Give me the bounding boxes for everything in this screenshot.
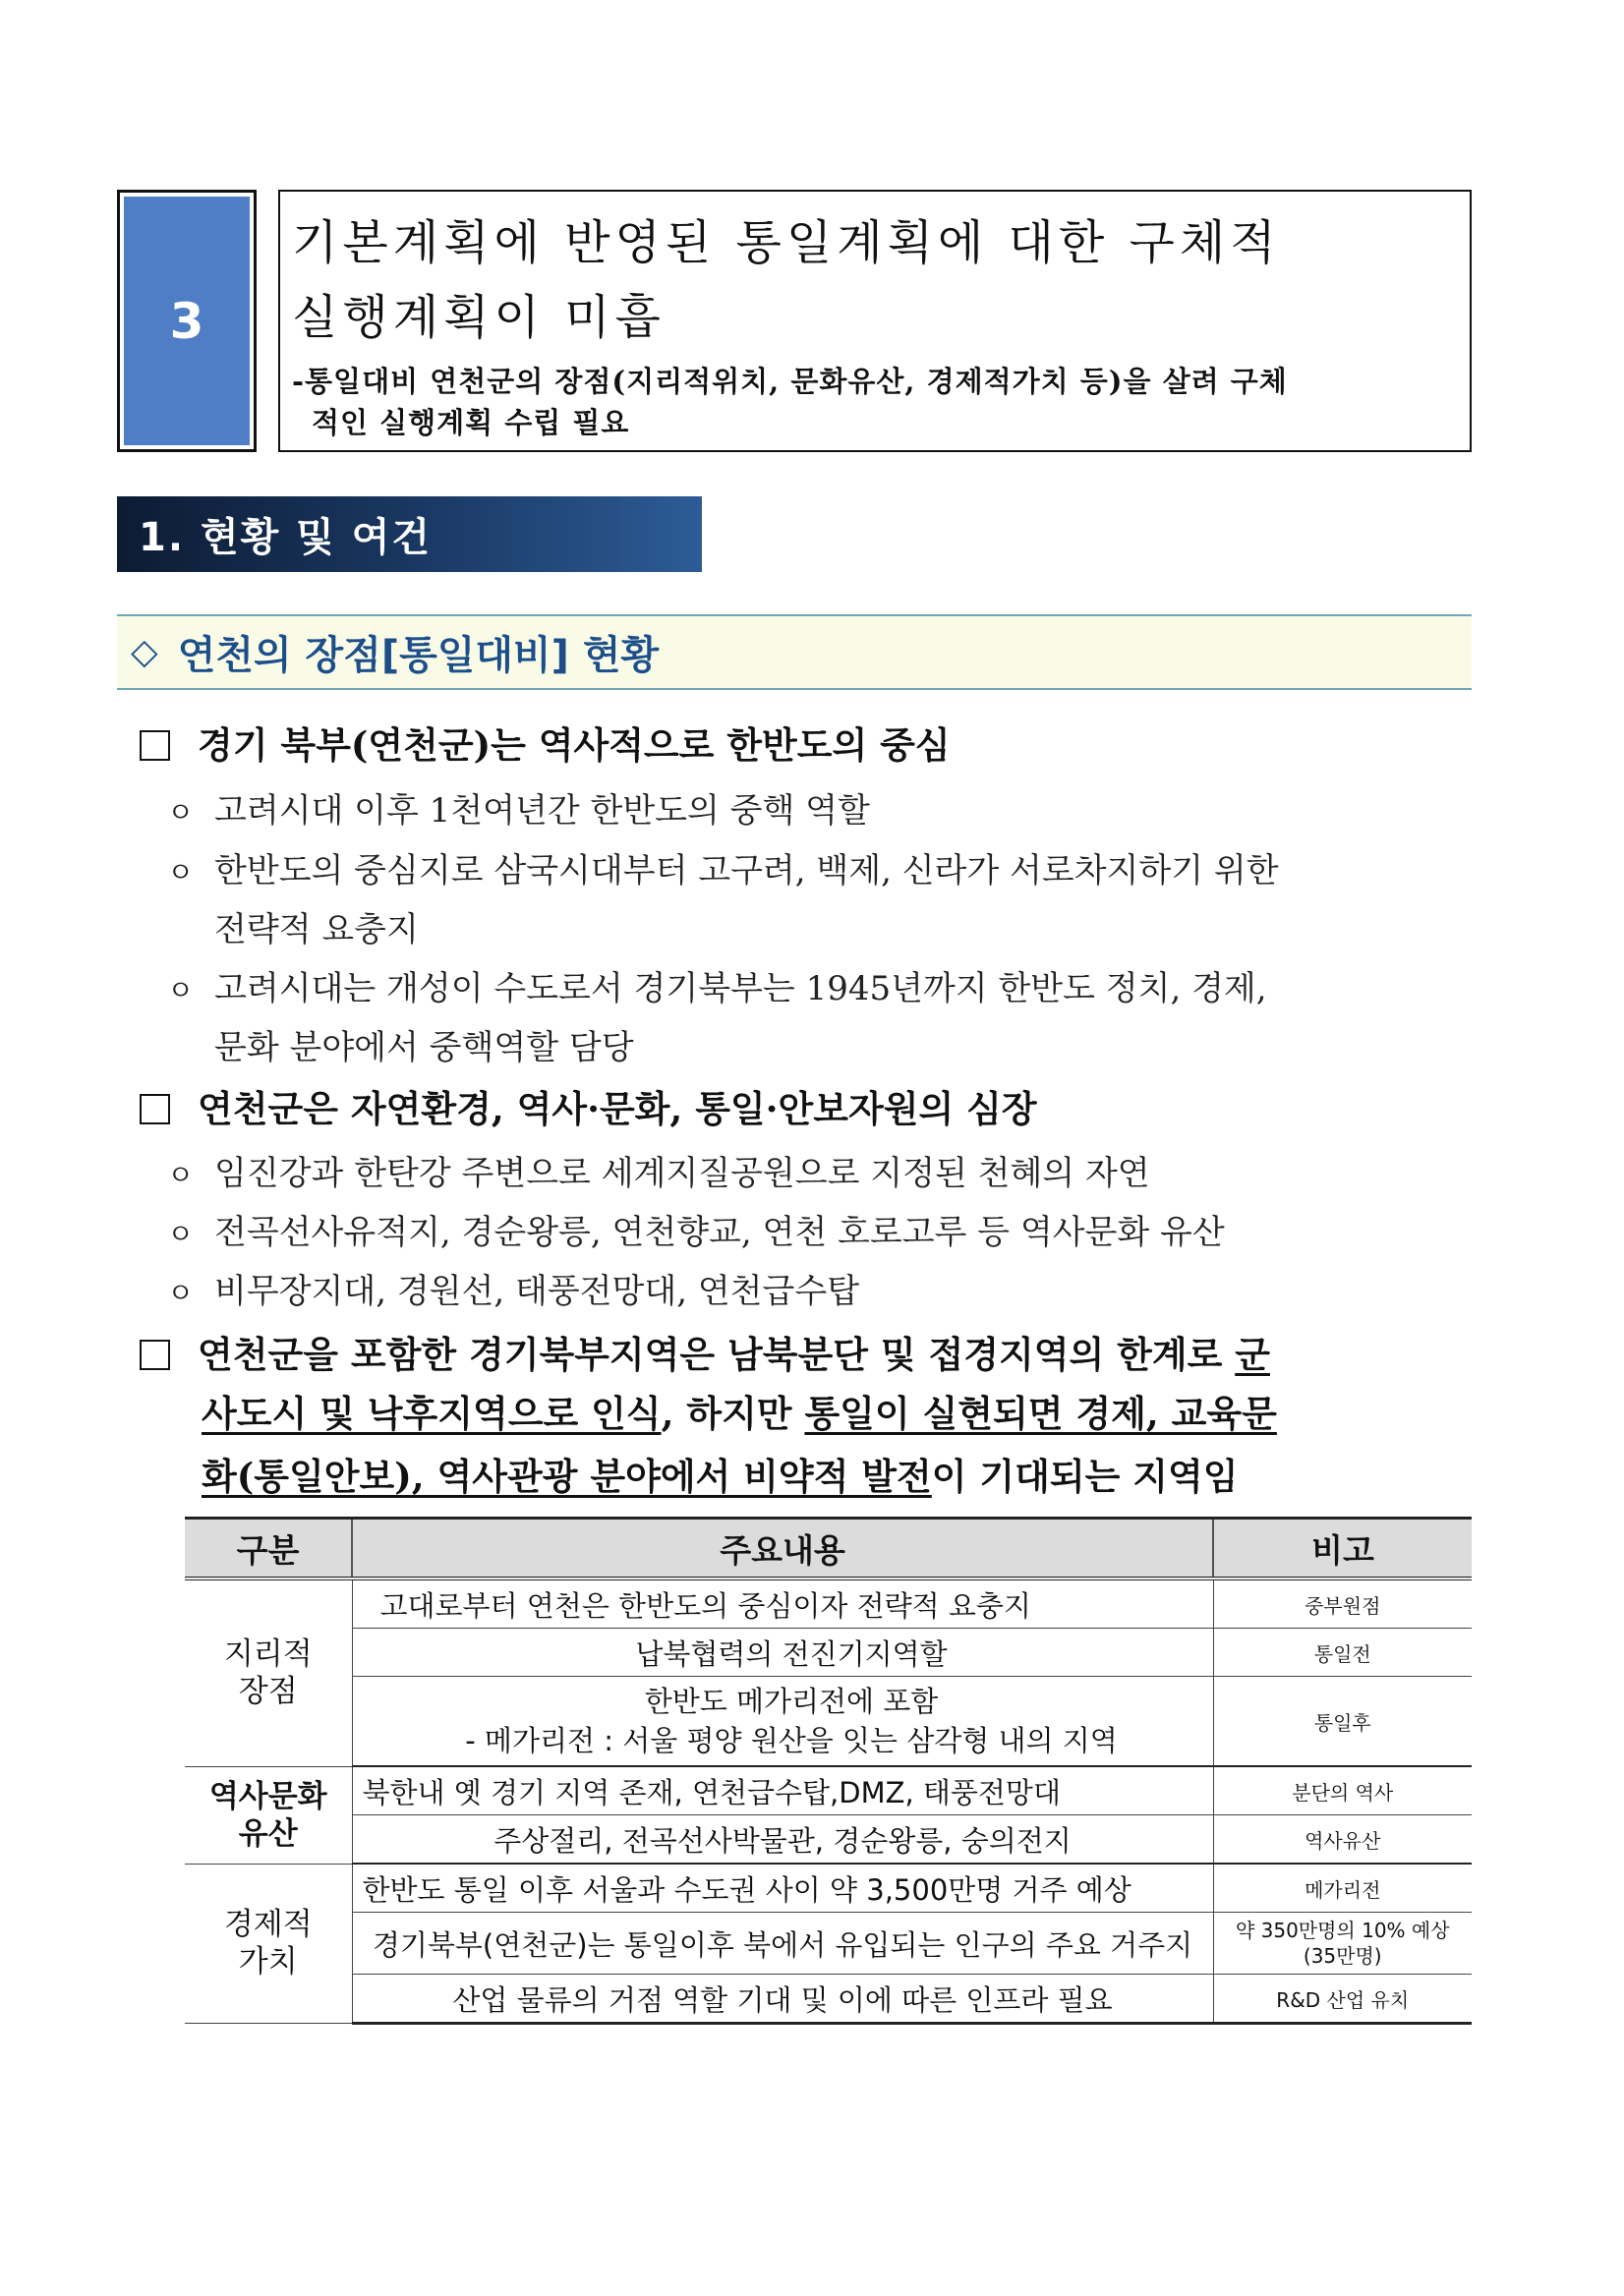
section-number-box bbox=[117, 190, 257, 452]
section-banner: 1. 현황 및 여건 bbox=[117, 496, 702, 572]
table-category-geo: 지리적 장점 bbox=[185, 1578, 352, 1766]
table-cell-note: R&D 산업 유치 bbox=[1213, 1975, 1472, 2024]
block3-line1-text: 연천군을 포함한 경기북부지역은 남북분단 및 접경지역의 한계로 bbox=[198, 1333, 1236, 1376]
table-cell-content: 경기북부(연천군)는 통일이후 북에서 유입되는 인구의 주요 거주지 bbox=[352, 1913, 1213, 1975]
table-row bbox=[185, 1629, 1472, 1677]
advantages-table bbox=[185, 1517, 1472, 2025]
table-header-note: 비고 bbox=[1213, 1519, 1472, 1579]
table-cell-note: 통일후 bbox=[1213, 1677, 1472, 1767]
table-cell-content: 북한내 옛 경기 지역 존재, 연천급수탑,DMZ, 태풍전망대 bbox=[352, 1766, 1213, 1815]
table-cell-content-line-2: - 메가리전 : 서울 평양 원산을 잇는 삼각형 내의 지역 bbox=[465, 1724, 1118, 1757]
bullet-text: 고려시대 이후 1천여년간 한반도의 중핵 역할 bbox=[214, 791, 870, 831]
section-number: 3 bbox=[124, 197, 250, 445]
table-cell-note: 중부원점 bbox=[1213, 1578, 1472, 1629]
block1-bullet-1 bbox=[167, 783, 870, 832]
block1-bullet-3-cont: 문화 분야에서 중핵역할 담당 bbox=[214, 1028, 634, 1067]
checkbox-square-icon bbox=[140, 1340, 170, 1370]
table-cell-content: 주상절리, 전곡선사박물관, 경순왕릉, 숭의전지 bbox=[352, 1815, 1213, 1865]
title-line-2: 실행계획이 미흡 bbox=[292, 290, 666, 345]
block3-line2-text: , 하지만 bbox=[661, 1392, 805, 1435]
bullet-icon: ㅇ bbox=[167, 1218, 195, 1250]
table-cell-content: 한반도 통일 이후 서울과 수도권 사이 약 3,500만명 거주 예상 bbox=[352, 1864, 1213, 1913]
block1-heading bbox=[140, 716, 951, 769]
block2-heading bbox=[140, 1079, 1037, 1132]
table-header-content: 주요내용 bbox=[352, 1519, 1213, 1579]
table-cell-content bbox=[352, 1677, 1213, 1767]
table-category-econ: 경제적 가치 bbox=[185, 1864, 352, 2024]
block3-line2-underlined-2: 통일이 실현되면 경제, 교육문 bbox=[804, 1392, 1277, 1435]
block3-line-3 bbox=[202, 1445, 1475, 1508]
bullet-text: 전곡선사유적지, 경순왕릉, 연천향교, 연천 호로고루 등 역사문화 유산 bbox=[214, 1213, 1225, 1252]
table-cell-note bbox=[1213, 1913, 1472, 1975]
table-cell-note: 메가리전 bbox=[1213, 1864, 1472, 1913]
table-category-heritage: 역사문화 유산 bbox=[185, 1766, 352, 1864]
block2-bullet-2 bbox=[167, 1205, 1225, 1253]
block1-bullet-3 bbox=[167, 961, 1267, 1009]
table-cell-content-line-1: 한반도 메가리전에 포함 bbox=[644, 1685, 939, 1718]
subheading-band bbox=[117, 614, 1472, 690]
checkbox-square-icon bbox=[140, 730, 170, 761]
table-row bbox=[185, 1677, 1472, 1767]
bullet-text: 고려시대는 개성이 수도로서 경기북부는 1945년까지 한반도 정치, 경제, bbox=[214, 969, 1267, 1008]
table-row bbox=[185, 1815, 1472, 1865]
subtitle-line-1: -통일대비 연천군의 장점(지리적위치, 문화유산, 경제적가치 등)을 살려 구체 bbox=[292, 365, 1288, 398]
table-cell-note: 분단의 역사 bbox=[1213, 1766, 1472, 1815]
block3-line3-text: 이 기대되는 지역임 bbox=[931, 1455, 1239, 1498]
checkbox-square-icon bbox=[140, 1094, 170, 1124]
bullet-text: 임진강과 한탄강 주변으로 세계지질공원으로 지정된 천혜의 자연 bbox=[214, 1154, 1150, 1193]
bullet-icon: ㅇ bbox=[167, 974, 195, 1006]
block1-bullet-2-cont: 전략적 요충지 bbox=[214, 910, 419, 949]
table-header-row bbox=[185, 1519, 1472, 1579]
diamond-icon: ◇ bbox=[131, 632, 158, 672]
block2-heading-text: 연천군은 자연환경, 역사·문화, 통일·안보자원의 심장 bbox=[198, 1087, 1037, 1130]
block3-line1-underlined: 군 bbox=[1235, 1333, 1270, 1376]
bullet-icon: ㅇ bbox=[167, 856, 195, 889]
block2-bullet-1 bbox=[167, 1146, 1150, 1194]
table-cell-content: 고대로부터 연천은 한반도의 중심이자 전략적 요충지 bbox=[352, 1578, 1213, 1629]
block2-bullet-3 bbox=[167, 1264, 859, 1312]
table-cell-content: 산업 물류의 거점 역할 기대 및 이에 따른 인프라 필요 bbox=[352, 1975, 1213, 2024]
bullet-icon: ㅇ bbox=[167, 796, 195, 829]
title-box bbox=[278, 190, 1472, 452]
title-line-1: 기본계획에 반영된 통일계획에 대한 구체적 bbox=[292, 215, 1281, 270]
table-cell-note: 역사유산 bbox=[1213, 1815, 1472, 1865]
table-cell-note-line-2: (35만명) bbox=[1303, 1944, 1382, 1968]
table-cell-content: 납북협력의 전진기지역할 bbox=[352, 1629, 1213, 1677]
block3-line-2 bbox=[202, 1382, 1475, 1445]
block3-heading bbox=[140, 1325, 1270, 1378]
block1-bullet-2 bbox=[167, 843, 1279, 891]
table-row bbox=[185, 1766, 1472, 1815]
block1-heading-text: 경기 북부(연천군)는 역사적으로 한반도의 중심 bbox=[198, 723, 951, 767]
subtitle-line-2: 적인 실행계획 수립 필요 bbox=[312, 406, 630, 439]
subtitle bbox=[292, 361, 1456, 443]
table-row bbox=[185, 1578, 1472, 1629]
table-row bbox=[185, 1913, 1472, 1975]
subheading-text: 연천의 장점[통일대비] 현황 bbox=[177, 633, 660, 678]
table-cell-note: 통일전 bbox=[1213, 1629, 1472, 1677]
table-header-category: 구분 bbox=[185, 1519, 352, 1579]
bullet-icon: ㅇ bbox=[167, 1159, 195, 1191]
table-row bbox=[185, 1975, 1472, 2024]
block3-line3-underlined: 화(통일안보), 역사관광 분야에서 비약적 발전 bbox=[202, 1455, 932, 1498]
block3-line2-underlined-1: 사도시 및 낙후지역으로 인식 bbox=[202, 1392, 662, 1435]
bullet-text: 비무장지대, 경원선, 태풍전망대, 연천급수탑 bbox=[214, 1272, 860, 1311]
table-cell-note-line-1: 약 350만명의 10% 예상 bbox=[1235, 1919, 1450, 1942]
bullet-icon: ㅇ bbox=[167, 1277, 195, 1309]
bullet-text: 한반도의 중심지로 삼국시대부터 고구려, 백제, 신라가 서로차지하기 위한 bbox=[214, 851, 1279, 890]
table-row bbox=[185, 1864, 1472, 1913]
